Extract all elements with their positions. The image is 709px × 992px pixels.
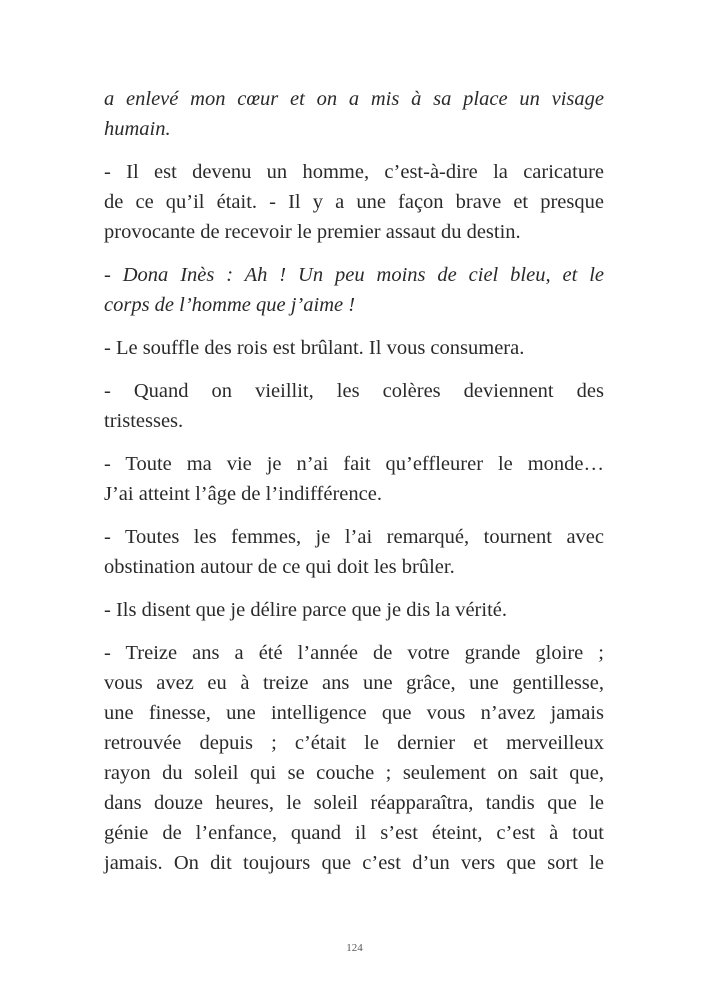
- paragraph: [104, 376, 604, 436]
- paragraph: [104, 595, 604, 625]
- page-number: 124: [346, 942, 363, 954]
- text-line: de ce qu’il était. - Il y a une façon brave et presque: [104, 191, 604, 213]
- text-line: humain.: [104, 118, 171, 140]
- paragraph: [104, 449, 604, 509]
- paragraph-italic-quote: [104, 84, 604, 144]
- text-line: - Il est devenu un homme, c’est-à-dire la caricature: [104, 161, 604, 183]
- page-body: [104, 84, 604, 891]
- paragraph: [104, 333, 604, 363]
- text-line: - Treize ans a été l’année de votre grande gloire ;: [104, 642, 604, 664]
- text-line: vous avez eu à treize ans une grâce, une gentillesse,: [104, 672, 604, 694]
- text-line: - Ils disent que je délire parce que je dis la vérité.: [104, 599, 508, 621]
- paragraph: [104, 522, 604, 582]
- text-line: retrouvée depuis ; c’était le dernier et merveilleux: [104, 732, 604, 754]
- text-line: - Le souffle des rois est brûlant. Il vous consumera.: [104, 337, 525, 359]
- text-line: rayon du soleil qui se couche ; seulement on sait que,: [104, 762, 604, 784]
- text-line: provocante de recevoir le premier assaut du destin.: [104, 221, 521, 243]
- text-line: - Toutes les femmes, je l’ai remarqué, tournent avec: [104, 526, 604, 548]
- paragraph-italic-quote: [104, 260, 604, 320]
- text-line: génie de l’enfance, quand il s’est éteint, c’est à tout: [104, 822, 604, 844]
- text-line: corps de l’homme que j’aime !: [104, 294, 356, 316]
- text-line: dans douze heures, le soleil réapparaîtra, tandis que le: [104, 792, 604, 814]
- paragraph: [104, 157, 604, 247]
- text-line: - Dona Inès : Ah ! Un peu moins de ciel bleu, et le: [104, 264, 604, 286]
- text-line: J’ai atteint l’âge de l’indifférence.: [104, 483, 382, 505]
- paragraph: [104, 638, 604, 878]
- text-line: obstination autour de ce qui doit les brûler.: [104, 556, 455, 578]
- text-line: - Toute ma vie je n’ai fait qu’effleurer le monde…: [104, 453, 604, 475]
- text-line: une finesse, une intelligence que vous n’avez jamais: [104, 702, 604, 724]
- text-line: jamais. On dit toujours que c’est d’un vers que sort le: [104, 852, 604, 874]
- text-line: tristesses.: [104, 410, 184, 432]
- text-line: a enlevé mon cœur et on a mis à sa place un visage: [104, 88, 604, 110]
- text-line: - Quand on vieillit, les colères deviennent des: [104, 380, 604, 402]
